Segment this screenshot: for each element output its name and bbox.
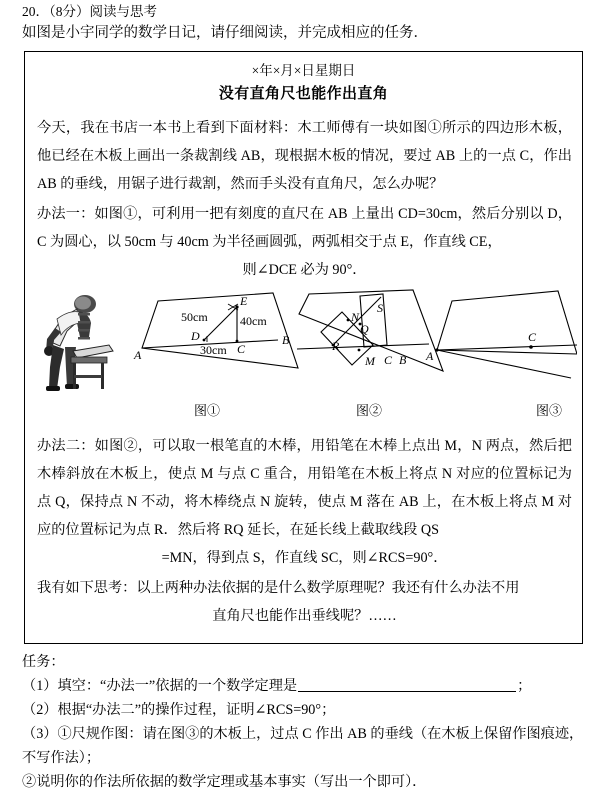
figure-2-label-B: B xyxy=(399,353,407,367)
figure-3-caption: 图③ xyxy=(535,403,562,418)
figure-2-label-N: N xyxy=(351,310,360,324)
task-item-2: （2）根据“办法二”的操作过程，证明∠RCS=90°； xyxy=(22,702,336,718)
diary-date: ×年×月×日星期日 xyxy=(251,63,356,78)
material-paragraph: 今天，我在书店一本书上看到下面材料：木工师傅有一块如图①所示的四边形木板，他已经在木板上画出一条裁割线 AB，现根据木板的情况，要过 AB 上的一点 C，作出 AB 的垂线，用锯子进行裁割，然而手头没有直角尺，怎么办呢？ xyxy=(37,120,572,192)
figure-1-label-C: C xyxy=(237,342,246,356)
reflection-paragraph xyxy=(37,574,572,630)
figure-3 xyxy=(425,288,577,418)
carpenter-photo xyxy=(33,291,117,397)
diary-title: 没有直角尺也能作出直角 xyxy=(218,86,389,102)
tasks-section xyxy=(22,650,588,794)
task-item-1-text: （1）填空：“办法一”依据的一个数学定理是 xyxy=(22,678,298,694)
figure-2-label-S: S xyxy=(377,301,383,315)
reflection-lastline: 直角尺也能作出垂线呢？…… xyxy=(212,608,397,624)
figure-2-label-M: M xyxy=(365,354,375,368)
figure-1 xyxy=(125,288,305,418)
figure-1-label-A: A xyxy=(134,348,142,362)
reflection-text: 我有如下思考：以上两种办法依据的是什么数学原理呢？我还有什么办法不用 xyxy=(37,580,520,596)
figure-2-label-Q: Q xyxy=(360,322,369,336)
task-item-1 xyxy=(22,674,588,698)
method-two-text: 办法二：如图②，可以取一根笔直的木棒，用铅笔在木棒上点出 M，N 两点，然后把木棒斜放在木板上，使点 M 与点 C 重合，用铅笔在木板上将点 N 对应的位置标记为点 Q，保持点 N 不动，将木棒绕点 N 旋转，使点 M 落在 AB 上，在木板上将点 M 对应的位置标记为点 R．然后将 RQ 延长，在延长线上截取线段 QS xyxy=(37,438,572,538)
task-item-1-suffix: ； xyxy=(517,678,532,694)
figure-2-caption: 图② xyxy=(355,403,382,418)
figure-1-drawing xyxy=(125,288,305,400)
figure-1-label-E: E xyxy=(240,294,248,308)
method-one-text: 办法一：如图①，可利用一把有刻度的直尺在 AB 上量出 CD=30cm，然后分别以 D，C 为圆心，以 50cm 与 40cm 为半径画圆弧，两弧相交于点 E，作直线 CE， xyxy=(37,206,572,250)
diary-box xyxy=(24,51,583,644)
figure-1-dim-dc: 30cm xyxy=(200,343,227,357)
tasks-heading: 任务： xyxy=(22,654,65,670)
question-intro: 如图是小宇同学的数学日记，请仔细阅读，并完成相应的任务． xyxy=(22,25,428,41)
task-item-3b: ②说明你的作法所依据的数学定理或基本事实（写出一个即可）． xyxy=(22,774,427,790)
question-number: 20．（8分）阅读与思考 xyxy=(22,4,157,19)
figure-3-label-A: A xyxy=(426,349,434,363)
task-item-3: （3）①尺规作图：请在图③的木板上，过点 C 作出 AB 的垂线（在木板上保留作图痕迹，不写作法）； xyxy=(22,726,584,766)
figure-1-caption: 图① xyxy=(193,403,220,418)
figures-row xyxy=(25,288,582,428)
method-two-paragraph xyxy=(37,432,572,572)
method-two-conclusion: =MN，得到点 S，作直线 SC，则∠RCS=90°． xyxy=(161,550,448,566)
figure-2-label-R: R xyxy=(332,339,340,353)
figure-2-label-C: C xyxy=(384,353,393,367)
task-item-1-blank[interactable] xyxy=(298,677,516,692)
method-one-conclusion: 则∠DCE 必为 90°． xyxy=(242,262,367,278)
figure-1-label-B: B xyxy=(282,333,290,347)
figure-3-label-C: C xyxy=(528,330,537,344)
method-one-paragraph xyxy=(37,200,572,284)
figure-3-drawing xyxy=(425,288,577,400)
figure-1-dim-de: 50cm xyxy=(181,310,208,324)
figure-1-dim-ce: 40cm xyxy=(240,314,267,328)
figure-1-label-D: D xyxy=(191,329,200,343)
